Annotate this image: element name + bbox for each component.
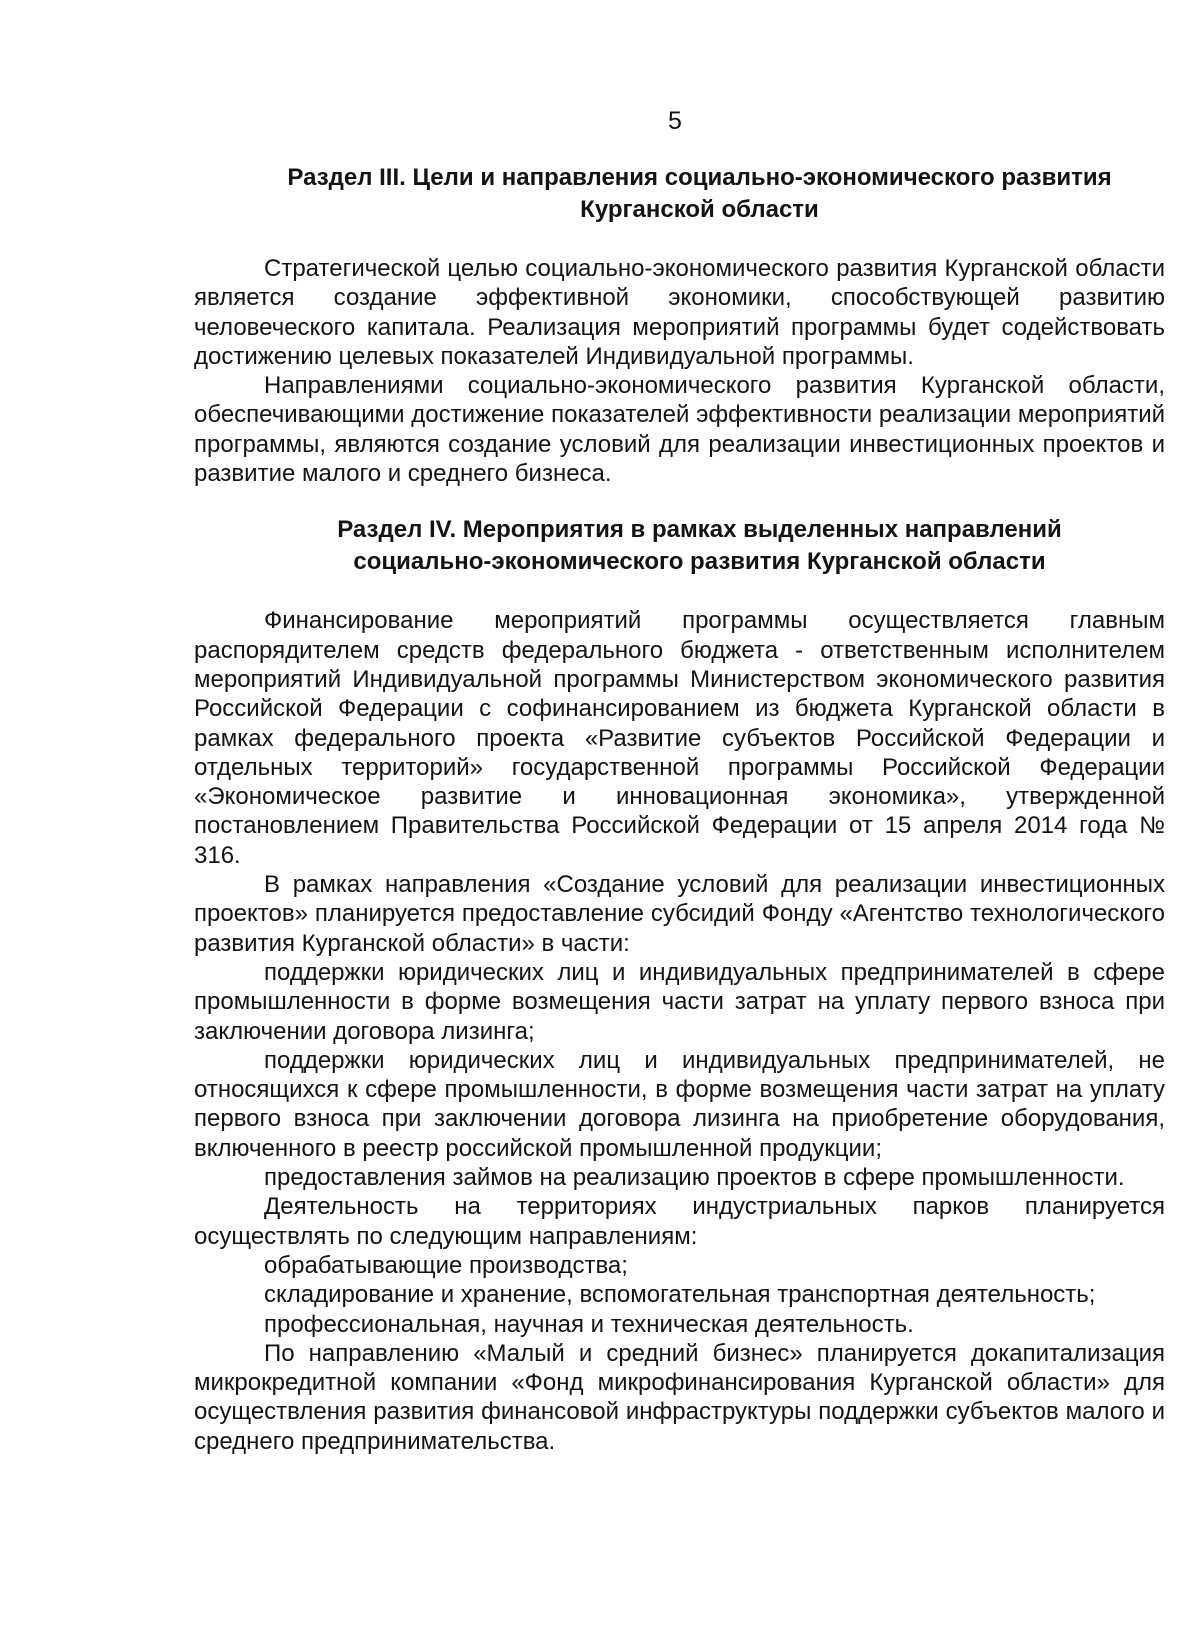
page-number: 5 [668,107,682,135]
section-4-paragraph: Деятельность на территориях индустриальных парков планируется осуществлять по следующим направлениям: [194,1193,1165,1250]
section-3-heading [234,162,1165,226]
section-4-list-item: профессиональная, научная и техническая деятельность. [264,1310,914,1338]
section-4-title-line-2: социально-экономического развития Курганской области [353,548,1046,576]
section-4-list-item: поддержки юридических лиц и индивидуальных предпринимателей, не относящихся к сфере промышленности, в форме возмещения части затрат на уплату первого взноса при заключении договора лизинга на приобретение оборудования, включенного в реестр российской промышленной продукции; [194,1046,1165,1162]
section-3-paragraph: Стратегической целью социально-экономического развития Курганской области является создание эффективной экономики, способствующей развитию человеческого капитала. Реализация мероприятий программы будет содействовать достижению целевых показателей Индивидуальной программы. [194,255,1165,370]
section-4-paragraph: По направлению «Малый и средний бизнес» планируется докапитализация микрокредитной компании «Фонд микрофинансирования Курганской области» для осуществления развития финансовой инфраструктуры поддержки субъектов малого и среднего предпринимательства. [194,1339,1165,1455]
section-3-title-line-1: Раздел III. Цели и направления социально-экономического развития [287,164,1112,191]
section-3-paragraph: Направлениями социально-экономического развития Курганской области, обеспечивающими достижение показателей эффективности реализации мероприятий программы, являются создание условий для реализации инвестиционных проектов и развитие малого и среднего бизнеса. [194,372,1165,488]
section-4-list-item: поддержки юридических лиц и индивидуальных предпринимателей в сфере промышленности в форме возмещения части затрат на уплату первого взноса при заключении договора лизинга; [194,958,1165,1045]
section-4-heading [234,514,1165,578]
section-3-title-line-2: Курганской области [580,196,819,223]
section-4-list-item: складирование и хранение, вспомогательная транспортная деятельность; [264,1281,1096,1309]
document-body [194,162,1165,1456]
section-4-list-item: обрабатывающие производства; [264,1251,628,1279]
section-4-paragraph: Финансирование мероприятий программы осуществляется главным распорядителем средств федерального бюджета - ответственным исполнителем мероприятий Индивидуальной программы Министерством экономического развития Российской Федерации с софинансированием из бюджета Курганской области в рамках федерального проекта «Развитие субъектов Российской Федерации и отдельных территорий» государственной программы Российской Федерации «Экономическое развитие и инновационная экономика», утвержденной постановлением Правительства Российской Федерации от 15 апреля 2014 года № 316. [194,607,1165,869]
section-4-list-item: предоставления займов на реализацию проектов в сфере промышленности. [264,1164,1125,1192]
section-4-paragraph: В рамках направления «Создание условий для реализации инвестиционных проектов» планируется предоставление субсидий Фонду «Агентство технологического развития Курганской области» в части: [194,871,1165,957]
section-4-title-line-1: Раздел IV. Мероприятия в рамках выделенных направлений [337,516,1062,544]
